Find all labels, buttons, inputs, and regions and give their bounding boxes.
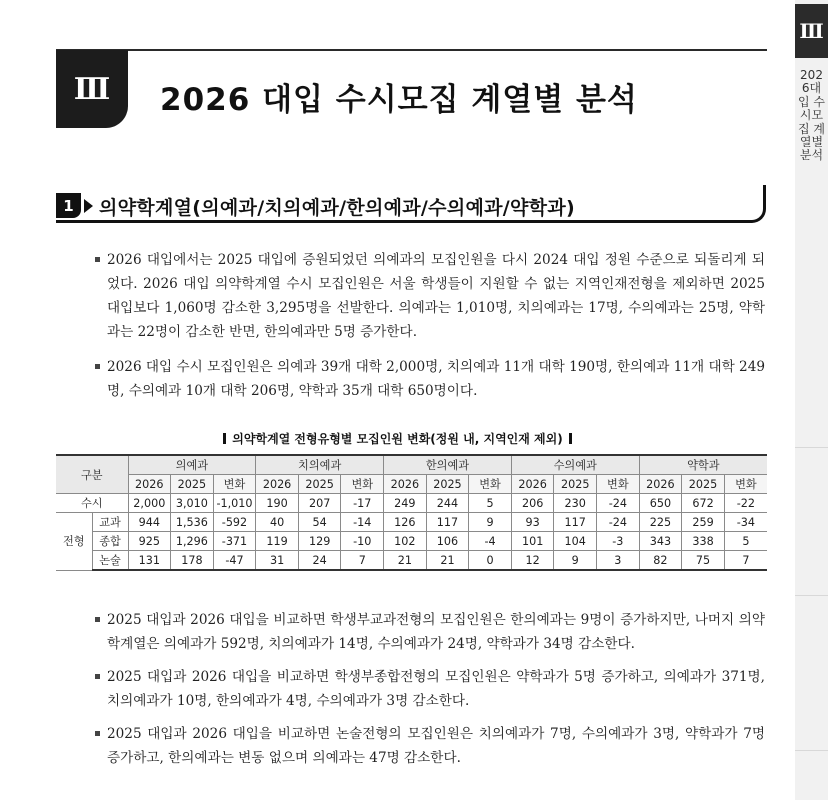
header-change: 변화: [597, 475, 640, 494]
table-cell: 102: [384, 532, 427, 551]
paragraph-text: 2025 대입과 2026 대입을 비교하면 학생부교과전형의 모집인원은 한의예과는 9명이 증가하지만, 나머지 의약학계열은 의예과가 592명, 치의예과가 14명, 수의예과가 24명, 약학과가 34명 감소한다.: [107, 612, 765, 652]
side-divider: [795, 750, 828, 751]
side-divider: [795, 447, 828, 448]
table-cell: 207: [298, 494, 341, 513]
table-cell: 7: [341, 551, 384, 571]
table-cell: -22: [724, 494, 767, 513]
table-cell: 1,296: [171, 532, 214, 551]
header-major: 치의예과: [256, 455, 384, 475]
header-year: 2026: [639, 475, 682, 494]
paragraph: [95, 608, 765, 656]
table-cell: -14: [341, 513, 384, 532]
table-cell: 225: [639, 513, 682, 532]
side-tab-text: 2026대입 수시모집 계열별 분석: [798, 68, 825, 163]
table-title-text: 의약학계열 전형유형별 모집인원 변화(정원 내, 지역인재 제외): [232, 432, 563, 446]
header-change: 변화: [213, 475, 256, 494]
table-row: [56, 513, 767, 532]
table-cell: 93: [511, 513, 554, 532]
table-cell: 178: [171, 551, 214, 571]
side-divider: [795, 595, 828, 596]
table-cell: 3,010: [171, 494, 214, 513]
table-cell: 9: [554, 551, 597, 571]
header-gubun: 구분: [56, 455, 128, 494]
table-cell: 106: [426, 532, 469, 551]
row-label: 종합: [92, 532, 128, 551]
table-row: [56, 494, 767, 513]
table-cell: 925: [128, 532, 171, 551]
header-year: 2026: [511, 475, 554, 494]
table-header-row: [56, 455, 767, 475]
table-cell: 230: [554, 494, 597, 513]
table-cell: -47: [213, 551, 256, 571]
table-cell: 101: [511, 532, 554, 551]
table-cell: 672: [682, 494, 725, 513]
section-number: 1: [56, 193, 81, 218]
table-cell: 5: [469, 494, 512, 513]
paragraph-text: 2026 대입에서는 2025 대입에 증원되었던 의예과의 모집인원을 다시 2024 대입 정원 수준으로 되돌리게 되었다. 2026 대입 의약학계열 수시 모집인원은 서울 학생들이 지원할 수 없는 지역인재전형을 제외하면 2025 대입보다 1,060명 감소한 3,295명을 선발한다. 의예과는 1,010명, 치의예과는 17명, 수의예과는 25명, 약학과는 22명이 감소한 반면, 한의예과만 5명 증가한다.: [107, 252, 765, 340]
table-cell: -592: [213, 513, 256, 532]
table-cell: 82: [639, 551, 682, 571]
table-cell: 2,000: [128, 494, 171, 513]
table-cell: 244: [426, 494, 469, 513]
row-group-label: 전형: [56, 513, 92, 571]
table-cell: -24: [597, 513, 640, 532]
table-cell: 650: [639, 494, 682, 513]
table-title: [0, 430, 795, 447]
header-major: 약학과: [639, 455, 767, 475]
header-year: 2026: [256, 475, 299, 494]
chapter-badge: Ⅲ: [56, 50, 128, 128]
header-major: 한의예과: [384, 455, 512, 475]
header-change: 변화: [341, 475, 384, 494]
table-cell: 117: [554, 513, 597, 532]
header-major: 수의예과: [511, 455, 639, 475]
bullet-icon: [95, 731, 100, 736]
header-year: 2026: [384, 475, 427, 494]
table-cell: 12: [511, 551, 554, 571]
section-arrow-icon: [84, 199, 93, 213]
title-bar-icon: [569, 433, 572, 444]
table-subheader-row: [56, 475, 767, 494]
table-cell: 104: [554, 532, 597, 551]
table-cell: 944: [128, 513, 171, 532]
table-cell: 21: [384, 551, 427, 571]
table-cell: -17: [341, 494, 384, 513]
table-cell: 206: [511, 494, 554, 513]
paragraph-text: 2025 대입과 2026 대입을 비교하면 논술전형의 모집인원은 치의예과가 7명, 수의예과가 3명, 약학과가 7명 증가하고, 한의예과는 변동 없으며 의예과는 47명 감소한다.: [107, 726, 765, 766]
table-cell: 24: [298, 551, 341, 571]
table-cell: 9: [469, 513, 512, 532]
table-row: [56, 532, 767, 551]
header-year: 2025: [682, 475, 725, 494]
table-cell: 343: [639, 532, 682, 551]
table-cell: -4: [469, 532, 512, 551]
table-cell: 0: [469, 551, 512, 571]
table-row: [56, 551, 767, 571]
table-cell: 21: [426, 551, 469, 571]
table-cell: -24: [597, 494, 640, 513]
row-label: 교과: [92, 513, 128, 532]
table-cell: -3: [597, 532, 640, 551]
header-change: 변화: [724, 475, 767, 494]
table-cell: 338: [682, 532, 725, 551]
chapter-title: 2026 대입 수시모집 계열별 분석: [160, 82, 638, 118]
paragraph: [95, 722, 765, 770]
header-year: 2025: [554, 475, 597, 494]
data-table: [56, 454, 767, 571]
header-change: 변화: [469, 475, 512, 494]
table-cell: 1,536: [171, 513, 214, 532]
bullet-icon: [95, 674, 100, 679]
table-cell: 249: [384, 494, 427, 513]
table-cell: 126: [384, 513, 427, 532]
table-cell: 117: [426, 513, 469, 532]
table-cell: 3: [597, 551, 640, 571]
side-tab-badge: Ⅲ: [795, 4, 828, 58]
paragraph: [95, 248, 765, 344]
table-cell: 54: [298, 513, 341, 532]
header-major: 의예과: [128, 455, 256, 475]
table-cell: 131: [128, 551, 171, 571]
section-title: 의약학계열(의예과/치의예과/한의예과/수의예과/약학과): [99, 197, 575, 219]
row-label: 수시: [56, 494, 128, 513]
table-cell: 40: [256, 513, 299, 532]
header-year: 2025: [426, 475, 469, 494]
top-rule: [56, 49, 767, 51]
table-cell: -34: [724, 513, 767, 532]
bullet-icon: [95, 364, 100, 369]
table-cell: 190: [256, 494, 299, 513]
table-cell: 75: [682, 551, 725, 571]
paragraph-text: 2025 대입과 2026 대입을 비교하면 학생부종합전형의 모집인원은 약학과가 5명 증가하고, 의예과가 371명, 치의예과가 10명, 한의예과가 4명, 수의예과가 3명 감소한다.: [107, 669, 765, 709]
table-cell: 129: [298, 532, 341, 551]
table-cell: -1,010: [213, 494, 256, 513]
header-year: 2026: [128, 475, 171, 494]
table-cell: 259: [682, 513, 725, 532]
bullet-icon: [95, 257, 100, 262]
title-bar-icon: [223, 433, 226, 444]
bullet-icon: [95, 617, 100, 622]
table-cell: -371: [213, 532, 256, 551]
paragraph-text: 2026 대입 수시 모집인원은 의예과 39개 대학 2,000명, 치의예과 11개 대학 190명, 한의예과 11개 대학 249명, 수의예과 10개 대학 206명, 약학과 35개 대학 650명이다.: [107, 359, 765, 399]
header-year: 2025: [298, 475, 341, 494]
table-cell: 7: [724, 551, 767, 571]
table-cell: -10: [341, 532, 384, 551]
row-label: 논술: [92, 551, 128, 571]
header-year: 2025: [171, 475, 214, 494]
table-cell: 31: [256, 551, 299, 571]
table-cell: 5: [724, 532, 767, 551]
table-cell: 119: [256, 532, 299, 551]
paragraph: [95, 665, 765, 713]
paragraph: [95, 355, 765, 403]
